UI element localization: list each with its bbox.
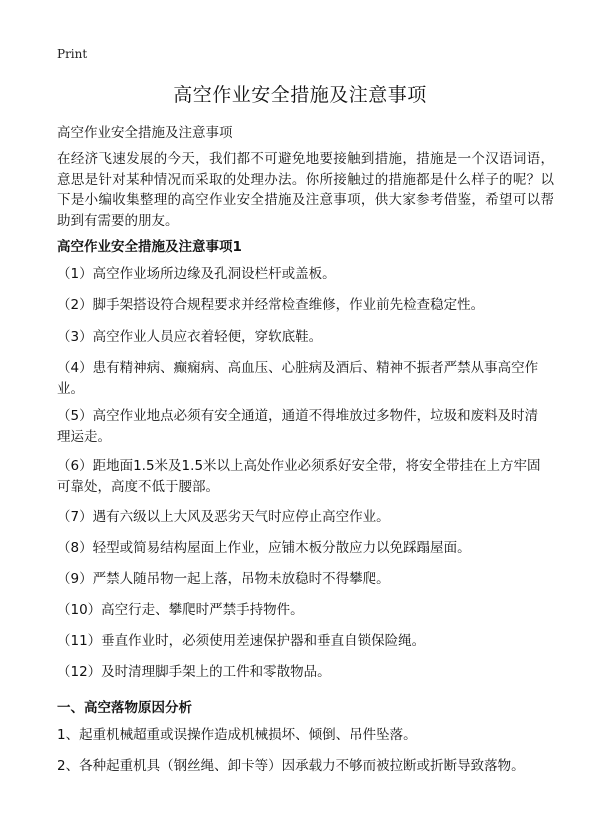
list-item: （3）高空作业人员应衣着轻便，穿软底鞋。 — [57, 329, 323, 345]
list-item: （6）距地面1.5米及1.5米以上高处作业必须系好安全带，将安全带挂在上方牢固可靠处，高度不低于腰部。 — [57, 458, 541, 495]
section-heading-1: 高空作业安全措施及注意事项1 — [57, 239, 242, 255]
print-label[interactable]: Print — [57, 47, 88, 61]
list-item: （4）患有精神病、癫痫病、高血压、心脏病及酒后、精神不振者严禁从事高空作业。 — [57, 360, 539, 397]
intro-paragraph: 在经济飞速发展的今天，我们都不可避免地要接触到措施，措施是一个汉语词语，意思是针对某种情况而采取的处理办法。你所接触过的措施都是什么样子的呢？以下是小编收集整理的高空作业安全措施及注意事项，供大家参考借鉴，希望可以帮助到有需要的朋友。 — [57, 151, 554, 229]
section-heading-2: 一、高空落物原因分析 — [57, 700, 192, 716]
list-item: （7）遇有六级以上大风及恶劣天气时应停止高空作业。 — [57, 509, 390, 525]
list-item: （2）脚手架搭设符合规程要求并经常检查维修，作业前先检查稳定性。 — [57, 297, 485, 313]
list-item: （10）高空行走、攀爬时严禁手持物件。 — [57, 602, 304, 618]
list-item: （11）垂直作业时，必须使用差速保护器和垂直自锁保险绳。 — [57, 633, 426, 649]
list-item: 1、起重机械超重或误操作造成机械损坏、倾倒、吊件坠落。 — [57, 727, 417, 743]
list-item: （12）及时清理脚手架上的工件和零散物品。 — [57, 664, 331, 680]
document-subtitle: 高空作业安全措施及注意事项 — [57, 125, 233, 141]
list-item: （5）高空作业地点必须有安全通道，通道不得堆放过多物件，垃圾和废料及时清理运走。 — [57, 408, 539, 445]
list-item: （9）严禁人随吊物一起上落，吊物未放稳时不得攀爬。 — [57, 571, 390, 587]
page-title: 高空作业安全措施及注意事项 — [173, 84, 427, 106]
list-item: 2、各种起重机具（钢丝绳、卸卡等）因承载力不够而被拉断或折断导致落物。 — [57, 758, 525, 774]
list-item: （8）轻型或简易结构屋面上作业，应铺木板分散应力以免踩蹋屋面。 — [57, 540, 471, 556]
list-item: （1）高空作业场所边缘及孔洞设栏杆或盖板。 — [57, 266, 336, 282]
